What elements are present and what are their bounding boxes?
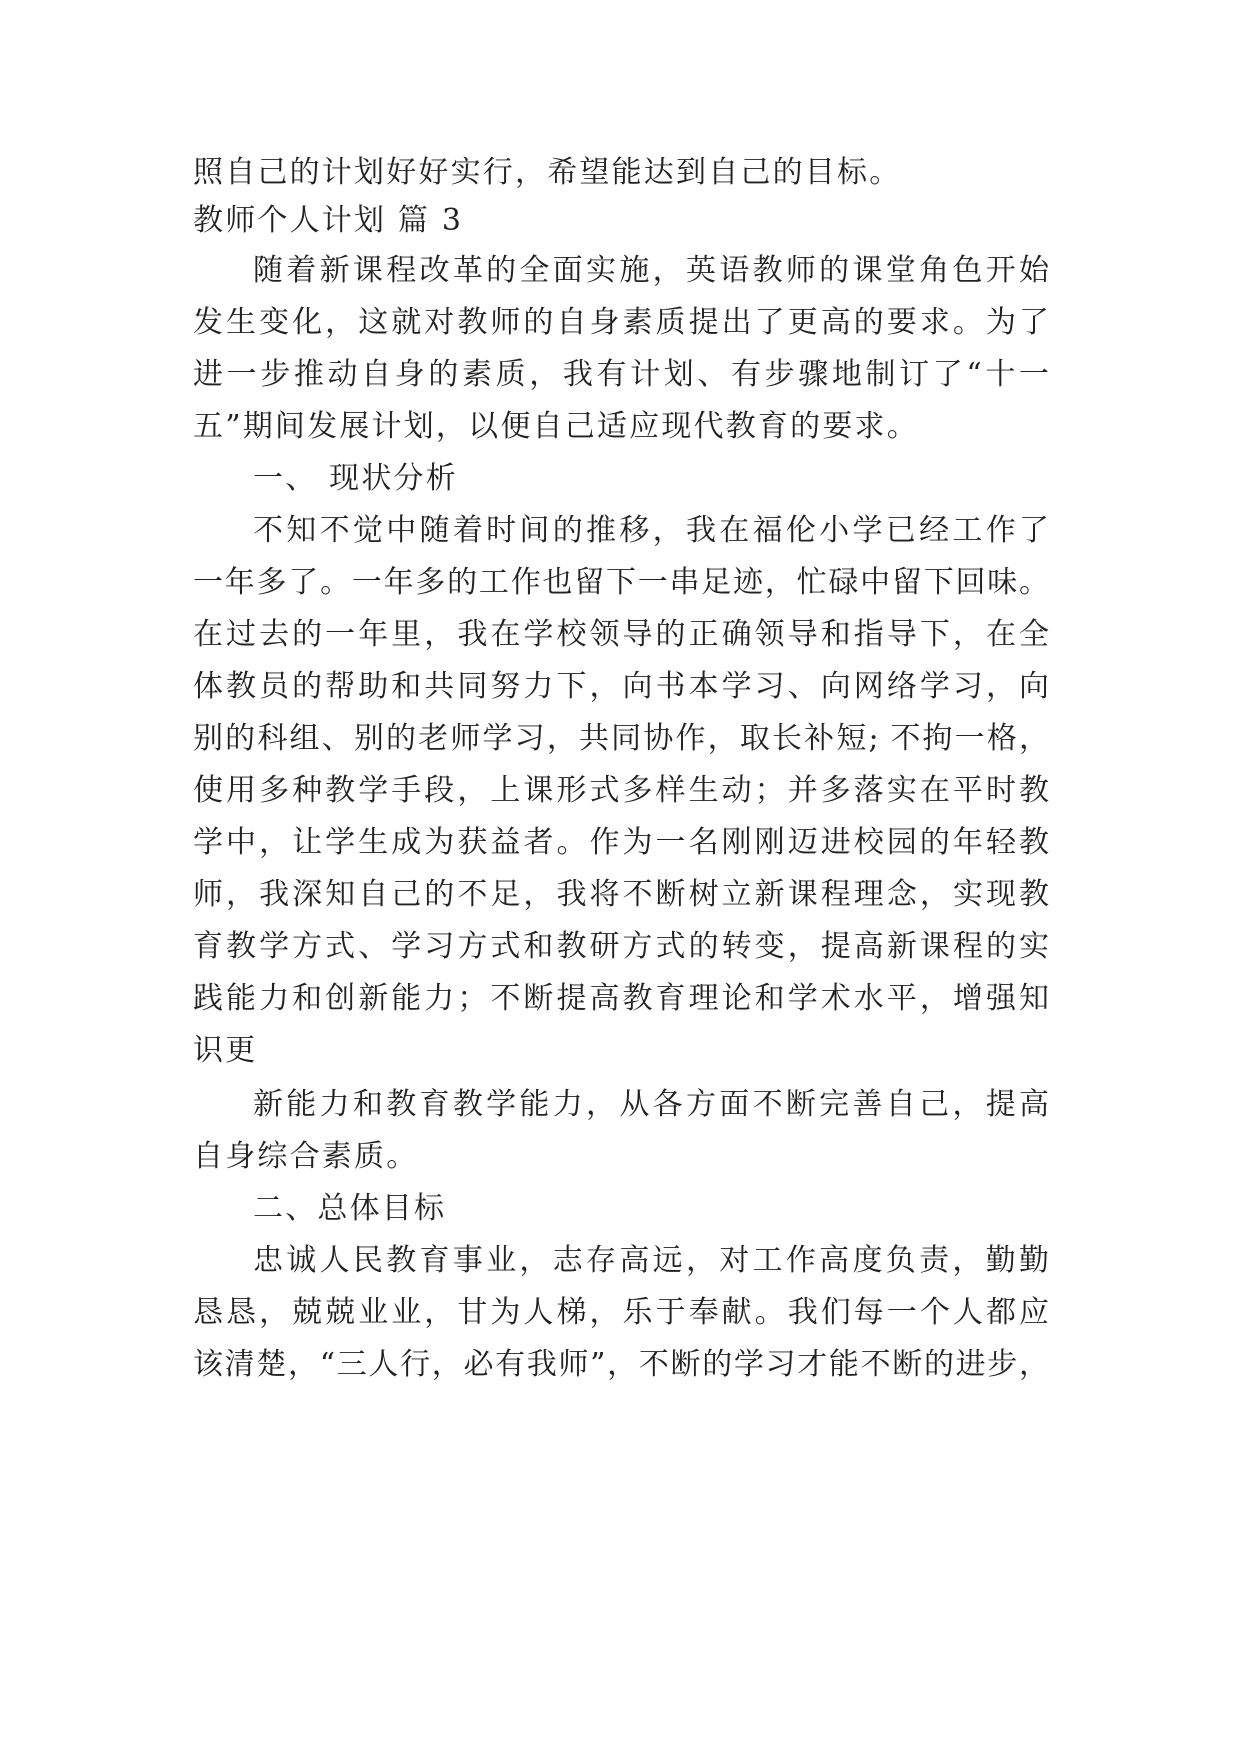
paragraph-line: 别的科组、别的老师学习，共同协作，取长补短; 不拘一格， <box>193 721 1049 756</box>
subheading-status-analysis: 一、 现状分析 <box>253 461 458 496</box>
subheading-overall-goal: 二、总体目标 <box>253 1191 447 1226</box>
paragraph-line: 育教学方式、学习方式和教研方式的转变，提高新课程的实 <box>193 929 1049 964</box>
paragraph-line: 恳恳，兢兢业业，甘为人梯，乐于奉献。我们每一个人都应 <box>193 1295 1049 1330</box>
paragraph-line: 学中，让学生成为获益者。作为一名刚刚迈进校园的年轻教 <box>193 825 1049 860</box>
paragraph-line: 师，我深知自己的不足，我将不断树立新课程理念，实现教 <box>193 877 1049 912</box>
paragraph-line: 在过去的一年里，我在学校领导的正确领导和指导下，在全 <box>193 617 1049 652</box>
paragraph-line: 进一步推动自身的素质，我有计划、有步骤地制订了“十一 <box>193 357 1049 392</box>
body-text-line: 照自己的计划好好实行，希望能达到自己的目标。 <box>193 155 902 190</box>
paragraph-line: 随着新课程改革的全面实施，英语教师的课堂角色开始 <box>253 253 1049 288</box>
section-heading: 教师个人计划 篇 3 <box>193 203 464 238</box>
paragraph-line: 五”期间发展计划，以便自己适应现代教育的要求。 <box>193 409 919 444</box>
paragraph-line: 一年多了。一年多的工作也留下一串足迹，忙碌中留下回味。 <box>193 565 1049 600</box>
paragraph-line: 践能力和创新能力；不断提高教育理论和学术水平，增强知 <box>193 981 1049 1016</box>
paragraph-line: 识更 <box>193 1033 258 1068</box>
paragraph-line: 使用多种教学手段，上课形式多样生动；并多落实在平时教 <box>193 773 1049 808</box>
paragraph-line: 体教员的帮助和共同努力下，向书本学习、向网络学习，向 <box>193 669 1049 704</box>
paragraph-line: 新能力和教育教学能力，从各方面不断完善自己，提高 <box>253 1087 1049 1122</box>
paragraph-line: 该清楚，“三人行，必有我师”，不断的学习才能不断的进步， <box>193 1347 1049 1382</box>
paragraph-line: 发生变化，这就对教师的自身素质提出了更高的要求。为了 <box>193 305 1049 340</box>
paragraph-line: 忠诚人民教育事业，志存高远，对工作高度负责，勤勤 <box>253 1243 1049 1278</box>
paragraph-line: 不知不觉中随着时间的推移，我在福伦小学已经工作了 <box>253 513 1049 548</box>
paragraph-line: 自身综合素质。 <box>193 1139 419 1174</box>
